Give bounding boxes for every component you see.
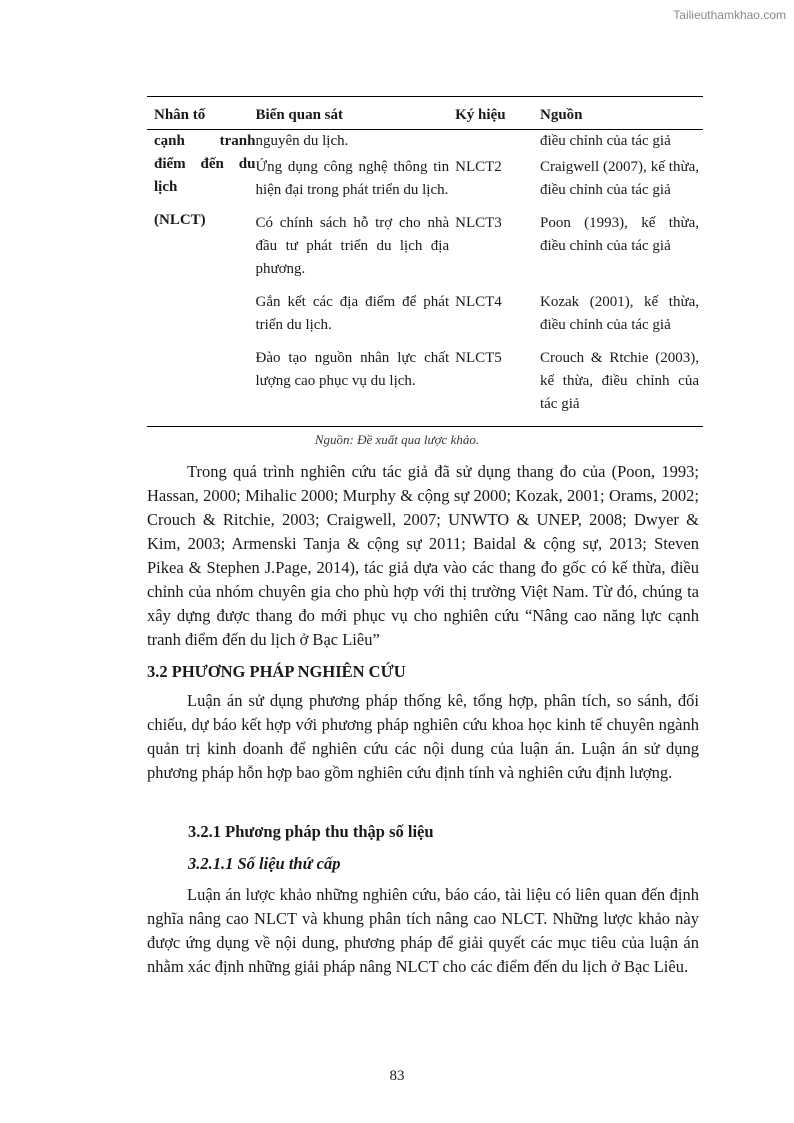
- source-cell: Craigwell (2007), kế thừa, điều chỉnh của tác giả: [539, 159, 699, 198]
- code-cell: NLCT5: [455, 350, 502, 366]
- paragraph-methods: Luận án sử dụng phương pháp thống kê, tổng hợp, phân tích, so sánh, đối chiếu, dự báo kết hợp với phương pháp nghiên cứu khoa học kinh tế chuyên ngành quản trị kinh doanh để nghiên cứu các nội dung của luận án. Luận án sử dụng phương pháp hỗn hợp bao gồm nghiên cứu định tính và nghiên cứu định lượng.: [147, 691, 699, 782]
- source-cell: Kozak (2001), kế thừa, điều chỉnh của tác giả: [539, 294, 699, 333]
- factor-code: (NLCT): [154, 212, 206, 228]
- watermark: Tailieuthamkhao.com: [673, 8, 786, 22]
- subsubsection-heading: 3.2.1.1 Số liệu thứ cấp: [188, 854, 341, 873]
- source-cell: Poon (1993), kế thừa, điều chỉnh của tác giả: [539, 215, 699, 254]
- paragraph-scales: Trong quá trình nghiên cứu tác giả đã sử dụng thang đo của (Poon, 1993; Hassan, 2000; Mihalic 2000; Murphy & cộng sự 2000; Kozak, 2001; Orams, 2002; Crouch & Ritchie, 2003; Craigwell, 2007; UNWTO & UNEP, 2008; Dwyer & Kim, 2003; Armenski Tanja & cộng sự 2011; Baidal & cộng sự, 2013; Steven Pikea & Stephen J.Page, 2014), tác giả dựa vào các thang đo gốc có kế thừa, điều chỉnh của nhóm chuyên gia cho phù hợp với thị trường Việt Nam. Từ đó, chúng ta xây dựng được thang đo mới phục vụ cho nghiên cứu “Nâng cao năng lực cạnh tranh điểm đến du lịch ở Bạc Liêu”: [147, 462, 699, 649]
- variable-cell: Ứng dụng công nghệ thông tin hiện đại trong phát triển du lịch.: [255, 159, 450, 198]
- header-variable: Biến quan sát: [255, 107, 344, 123]
- factor-cell: [147, 130, 255, 427]
- variable-cell: Gắn kết các địa điểm để phát triển du lịch.: [255, 294, 450, 333]
- paragraph-secondary-data: Luận án lược khảo những nghiên cứu, báo cáo, tài liệu có liên quan đến định nghĩa nâng cao NLCT và khung phân tích nâng cao NLCT. Những lược khảo này được ứng dụng về nội dung, phương pháp để giải quyết các mục tiêu của luận án nhằm xác định những giải pháp nâng NLCT cho các điểm đến du lịch ở Bạc Liêu.: [147, 885, 699, 976]
- variable-cell: nguyên du lịch.: [255, 133, 349, 149]
- code-cell: NLCT4: [455, 294, 502, 310]
- table-caption: Nguồn: Đề xuất qua lược khảo.: [314, 432, 480, 447]
- variable-cell: Có chính sách hỗ trợ cho nhà đầu tư phát triển du lịch địa phương.: [255, 215, 450, 277]
- code-cell: NLCT2: [455, 159, 502, 175]
- header-factor: Nhân tố: [154, 107, 206, 123]
- section-heading: 3.2 PHƯƠNG PHÁP NGHIÊN CỨU: [147, 662, 406, 681]
- header-source: Nguồn: [539, 107, 583, 123]
- source-cell: Crouch & Rtchie (2003), kế thừa, điều chỉnh của tác giả: [539, 350, 699, 412]
- code-cell: NLCT3: [455, 215, 502, 231]
- source-cell: điều chỉnh của tác giả: [539, 133, 671, 149]
- code-cell: [455, 130, 540, 157]
- table-row: [147, 130, 703, 157]
- criteria-table: [147, 96, 703, 427]
- page-number: 83: [389, 1068, 405, 1084]
- variable-cell: Đào tạo nguồn nhân lực chất lượng cao phục vụ du lịch.: [255, 350, 450, 389]
- header-code: Ký hiệu: [455, 107, 506, 123]
- subsection-heading: 3.2.1 Phương pháp thu thập số liệu: [188, 822, 434, 841]
- factor-name: cạnh tranh điểm đến du lịch: [154, 133, 256, 195]
- table-header-row: [147, 97, 703, 130]
